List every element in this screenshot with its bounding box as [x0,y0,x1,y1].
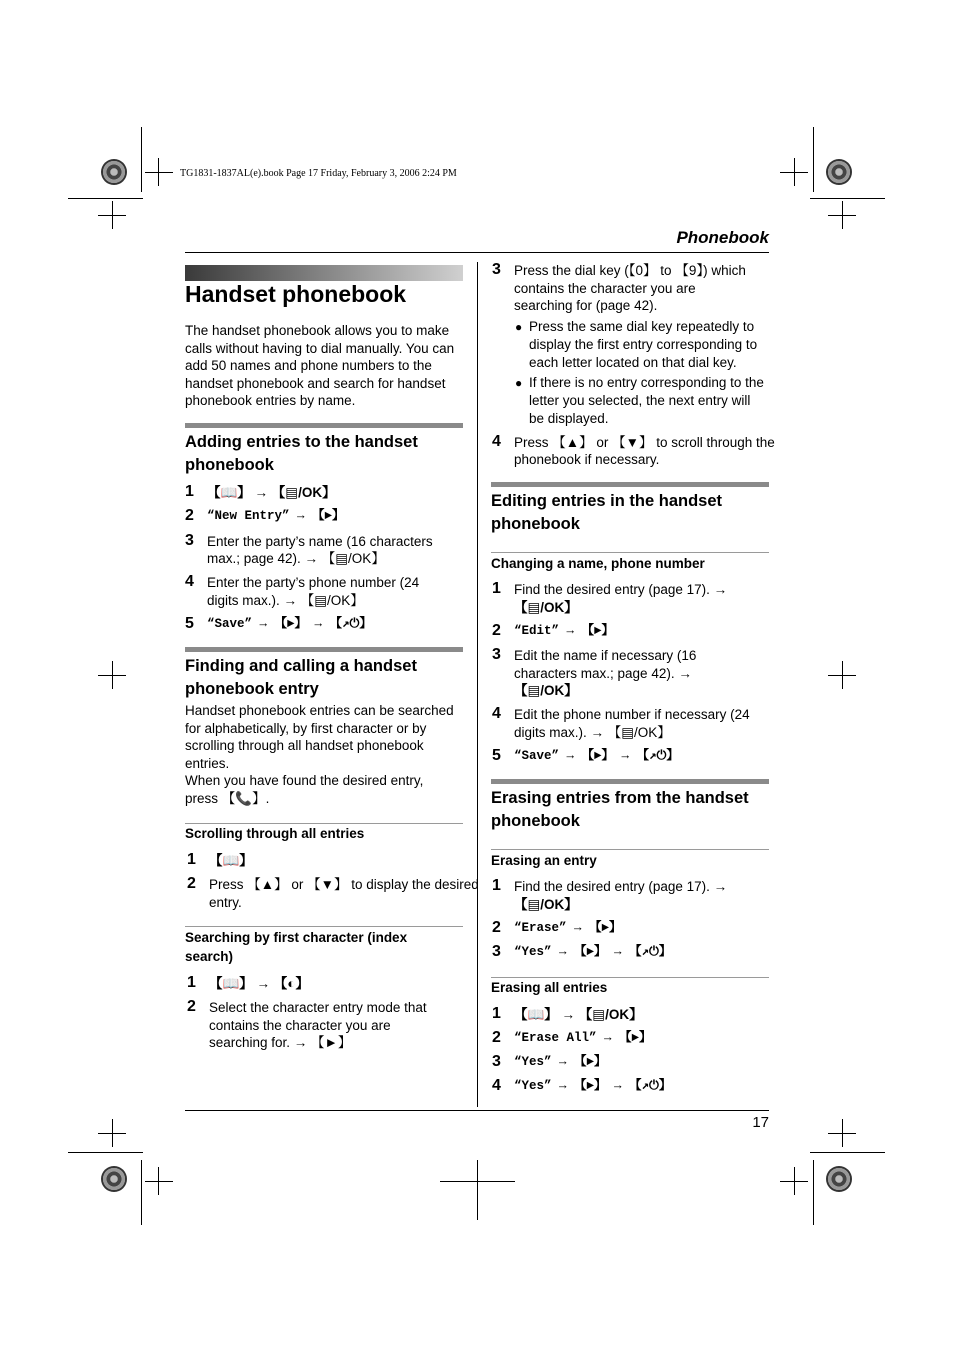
column-divider [477,262,478,1107]
registration-disk-bl [101,1166,127,1192]
heading-finding-entries: Finding and calling a handset phonebook entry [185,657,417,698]
heading-adding-entries: Adding entries to the handset phonebook [185,433,418,474]
registration-disk-tr [826,159,852,185]
section-bar-editing [491,482,769,487]
section-bar-finding [185,647,463,652]
registration-disk-tl [101,159,127,185]
rule-scrolling [185,823,463,824]
page-number: 17 [752,1114,769,1131]
heading-erasing-entries: Erasing entries from the handset phonebook [491,789,749,830]
section-title: Phonebook [676,228,769,247]
rule-erasing-all [491,977,769,978]
rule-index [185,926,463,927]
rule-changing [491,552,769,553]
heading-changing: Changing a name, phone number [491,556,705,571]
rule-erasing-entry [491,849,769,850]
section-bar-adding [185,423,463,428]
heading-editing-entries: Editing entries in the handset phonebook [491,492,723,533]
heading-index-search: Searching by first character (index search) [185,930,408,964]
registration-disk-br [826,1166,852,1192]
section-bar-erasing [491,779,769,784]
book-info-line: TG1831-1837AL(e).book Page 17 Friday, February 3, 2006 2:24 PM [180,168,457,179]
title-gradient-bar [185,265,463,281]
heading-erasing-entry: Erasing an entry [491,853,597,868]
heading-scrolling: Scrolling through all entries [185,826,365,841]
heading-erasing-all: Erasing all entries [491,980,608,995]
finding-paragraph-2: When you have found the desired entry, press 【📞】. [185,773,424,806]
intro-paragraph: The handset phonebook allows you to make calls without having to dial manually. You can add 50 names and phone numbers to the handset phonebook and search for handset phonebook entries by name. [185,323,455,408]
header-rule [185,252,769,253]
page-title: Handset phonebook [185,281,407,307]
finding-paragraph: Handset phonebook entries can be searched for alphabetically, by first character or by scrolling through all handset phonebook entries. [185,703,454,771]
footer-rule [185,1110,769,1111]
